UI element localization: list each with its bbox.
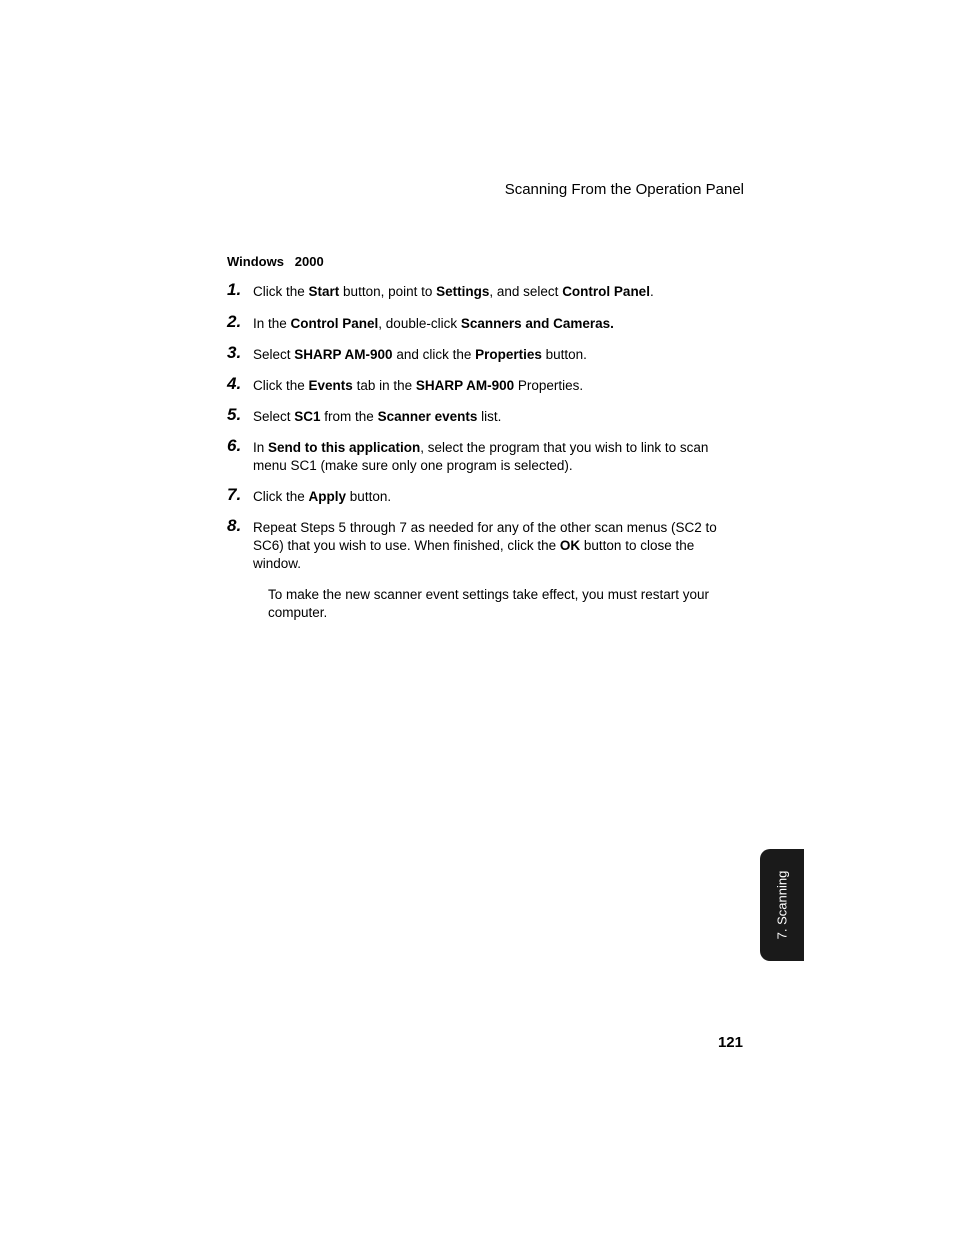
step-number: 7. <box>227 485 242 504</box>
step-text-bold: Settings <box>436 284 490 299</box>
step-3 <box>227 343 737 364</box>
step-text-bold: OK <box>559 538 581 553</box>
step-text-bold: Apply <box>308 489 347 504</box>
step-2 <box>227 312 737 333</box>
step-number: 1. <box>227 280 242 299</box>
step-text-bold: Control Panel <box>290 316 379 331</box>
step-text <box>253 519 737 573</box>
step-number: 2. <box>227 312 242 331</box>
step-text-bold: Control Panel <box>562 284 650 299</box>
step-text-bold: SHARP AM-900 <box>415 378 515 393</box>
step-text-bold: Scanner events <box>377 409 478 424</box>
step-text-run: Repeat Steps 5 through 7 as needed for any of the other scan menus (SC2 to SC6) that you wish to use. When finished, click the <box>253 520 717 553</box>
step-text-run: tab in the <box>352 378 416 393</box>
running-header: Scanning From the Operation Panel <box>504 181 744 198</box>
step-text <box>253 408 737 426</box>
step-number: 6. <box>227 436 242 455</box>
step-text-run: Properties. <box>514 378 584 393</box>
step-text-run: Select <box>253 347 295 362</box>
step-text-bold: SC1 <box>294 409 321 424</box>
step-1 <box>227 280 737 301</box>
page-number: 121 <box>717 1034 743 1051</box>
step-4 <box>227 374 737 395</box>
section-title: Windows 2000 <box>227 254 324 269</box>
step-text-bold: Properties <box>475 347 542 362</box>
step-text <box>253 377 737 395</box>
step-text-run: Click the <box>253 378 309 393</box>
step-8 <box>227 516 737 573</box>
step-text-run: In <box>253 440 269 455</box>
step-number: 5. <box>227 405 242 424</box>
step-text-bold: Start <box>308 284 340 299</box>
step-text-bold: Send to this application <box>268 440 421 455</box>
step-5 <box>227 405 737 426</box>
step-text-run: , select the program that you wish to link to scan menu SC1 (make sure only one program is selected). <box>253 440 709 473</box>
step-text <box>253 488 737 506</box>
step-text-run: In the <box>253 316 291 331</box>
step-text-run: and click the <box>392 347 476 362</box>
step-text-bold: Scanners and Cameras. <box>460 316 614 331</box>
step-text-run: from the <box>320 409 378 424</box>
step-number: 8. <box>227 516 242 535</box>
step-text-run: Click the <box>253 284 309 299</box>
step-text-bold: SHARP AM-900 <box>294 347 393 362</box>
step-7 <box>227 485 737 506</box>
chapter-tab <box>760 849 804 961</box>
step-text <box>253 439 737 475</box>
step-text-run: button, point to <box>339 284 437 299</box>
step-text <box>253 283 737 301</box>
step-6 <box>227 436 737 475</box>
step-text <box>253 315 737 333</box>
step-text-run: button. <box>541 347 587 362</box>
step-text-run: button. <box>346 489 392 504</box>
step-text-bold: Events <box>308 378 353 393</box>
step-text-run: , and select <box>489 284 563 299</box>
step-number: 4. <box>227 374 242 393</box>
step-text-run: Select <box>253 409 295 424</box>
restart-note: To make the new scanner event settings take effect, you must restart your computer. <box>268 587 709 620</box>
chapter-tab-label: 7. Scanning <box>774 870 790 940</box>
step-number: 3. <box>227 343 242 362</box>
step-text-run: Click the <box>253 489 309 504</box>
step-text-run: button to close the window. <box>253 538 695 571</box>
step-text-run: list. <box>477 409 502 424</box>
step-text-run: , double-click <box>378 316 461 331</box>
step-text <box>253 346 737 364</box>
step-text-run: . <box>649 284 654 299</box>
